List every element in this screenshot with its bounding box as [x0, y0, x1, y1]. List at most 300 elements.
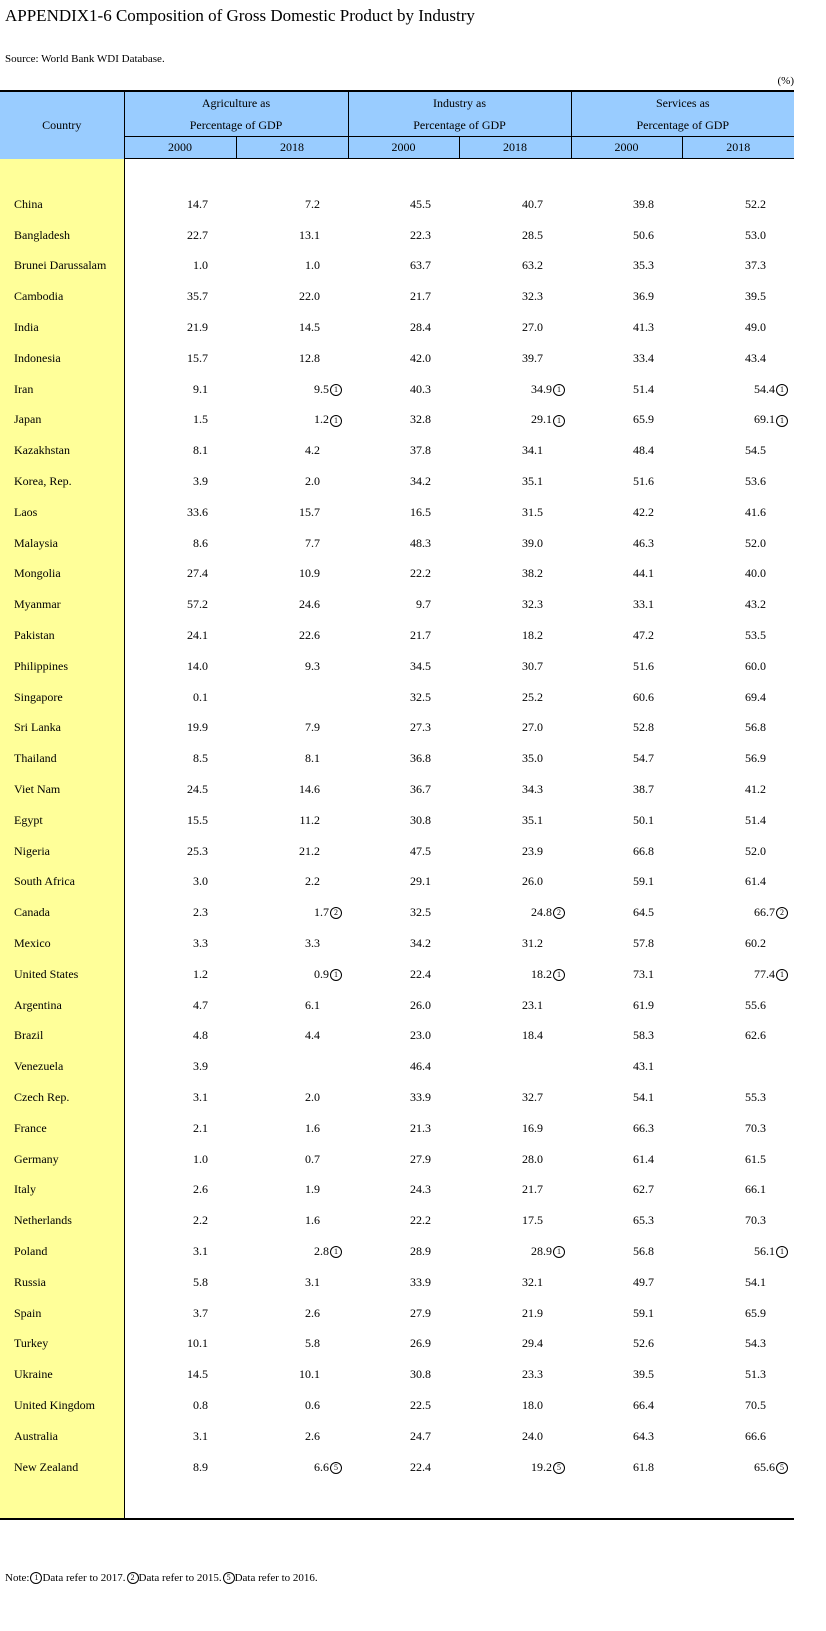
value-cell [236, 466, 348, 497]
value-text: 66.1 [745, 1182, 767, 1197]
value-cell [682, 682, 794, 713]
value-cell [459, 1452, 571, 1483]
note-mark-icon: 1 [553, 415, 565, 427]
value-cell [682, 1421, 794, 1452]
value-cell [236, 1359, 348, 1390]
country-cell: Venezuela [0, 1051, 124, 1082]
table-row [0, 1236, 794, 1267]
value-text: 3.3 [305, 936, 321, 951]
value-text: 57.8 [633, 936, 655, 951]
value-text: 15.5 [187, 812, 208, 827]
table-row [0, 959, 794, 990]
value-cell [459, 805, 571, 836]
value-text: 24.5 [187, 782, 208, 797]
value-cell [124, 1328, 236, 1359]
industry-group-header [348, 91, 571, 137]
value-text: 50.1 [633, 812, 655, 827]
value-cell [571, 1051, 682, 1082]
value-text: 46.3 [633, 535, 655, 550]
value-cell [124, 220, 236, 251]
spacer-cell [459, 159, 571, 190]
value-text: 35.0 [522, 751, 544, 766]
value-cell [348, 559, 459, 590]
value-cell [348, 1144, 459, 1175]
value-cell [124, 1298, 236, 1329]
value-text: 39.0 [522, 535, 544, 550]
value-cell [348, 928, 459, 959]
value-cell [236, 1421, 348, 1452]
value-text: 63.7 [410, 258, 432, 273]
value-text: 51.4 [745, 812, 767, 827]
table-row [0, 1021, 794, 1052]
value-text: 10.1 [187, 1336, 208, 1351]
value-cell [236, 1175, 348, 1206]
note-mark-icon: 1 [330, 384, 342, 396]
value-text: 2.1 [193, 1120, 208, 1135]
value-cell [124, 867, 236, 898]
value-cell [459, 1144, 571, 1175]
value-cell [348, 281, 459, 312]
value-cell [348, 189, 459, 220]
value-text: 34.5 [410, 658, 432, 673]
value-cell [682, 220, 794, 251]
value-text: 34.2 [410, 936, 432, 951]
value-cell [571, 1328, 682, 1359]
value-text: 59.1 [633, 1305, 655, 1320]
value-cell [459, 559, 571, 590]
value-cell [571, 682, 682, 713]
value-cell [459, 251, 571, 282]
value-cell [236, 1236, 348, 1267]
country-cell: Pakistan [0, 620, 124, 651]
spacer-cell [348, 159, 459, 190]
group-header-line2: Percentage of GDP [413, 118, 506, 132]
value-cell [682, 251, 794, 282]
value-cell [124, 1082, 236, 1113]
value-cell [124, 805, 236, 836]
value-text: 27.9 [410, 1305, 432, 1320]
value-cell [236, 713, 348, 744]
value-text: 2.6 [193, 1182, 208, 1197]
value-cell [236, 651, 348, 682]
value-cell [682, 1175, 794, 1206]
country-cell: Nigeria [0, 836, 124, 867]
value-cell [571, 589, 682, 620]
value-cell [459, 1421, 571, 1452]
value-cell [348, 990, 459, 1021]
country-cell: Spain [0, 1298, 124, 1329]
value-text: 39.7 [522, 350, 544, 365]
spacer-cell [124, 1482, 236, 1519]
value-cell [124, 1051, 236, 1082]
value-cell [236, 1328, 348, 1359]
table-row [0, 743, 794, 774]
country-cell: Japan [0, 405, 124, 436]
country-cell: Czech Rep. [0, 1082, 124, 1113]
value-cell [571, 743, 682, 774]
value-cell [348, 1205, 459, 1236]
value-text: 32.1 [522, 1274, 544, 1289]
value-cell [459, 589, 571, 620]
value-text: 4.8 [193, 1028, 208, 1043]
value-cell [236, 251, 348, 282]
value-text: 53.5 [745, 628, 767, 643]
value-cell [236, 589, 348, 620]
value-text: 15.7 [299, 504, 321, 519]
value-text: 12.8 [299, 350, 321, 365]
table-row [0, 1113, 794, 1144]
value-text: 2.2 [193, 1213, 208, 1228]
value-text: 1.6 [305, 1213, 321, 1228]
country-cell: Thailand [0, 743, 124, 774]
value-cell [348, 220, 459, 251]
value-text: 29.4 [522, 1336, 544, 1351]
value-text: 4.7 [193, 997, 208, 1012]
value-text: 2.8 [314, 1243, 330, 1258]
group-header-line1: Agriculture as [201, 96, 271, 110]
value-cell [236, 1205, 348, 1236]
value-cell [459, 713, 571, 744]
country-cell: Laos [0, 497, 124, 528]
value-cell [459, 312, 571, 343]
value-text: 56.1 [754, 1243, 776, 1258]
value-text: 8.9 [193, 1459, 208, 1474]
value-cell [236, 1021, 348, 1052]
note-mark-icon: 2 [330, 907, 342, 919]
value-cell [682, 836, 794, 867]
value-text: 27.3 [410, 720, 432, 735]
value-text: 61.9 [633, 997, 655, 1012]
value-cell [236, 559, 348, 590]
value-text: 9.7 [416, 597, 432, 612]
value-cell [459, 774, 571, 805]
value-cell [124, 990, 236, 1021]
value-cell [124, 651, 236, 682]
value-cell [571, 1421, 682, 1452]
note-mark-icon: 2 [127, 1572, 139, 1584]
value-text: 39.5 [633, 1367, 655, 1382]
value-cell [682, 743, 794, 774]
value-cell [124, 774, 236, 805]
value-text: 52.0 [745, 843, 767, 858]
value-cell [571, 959, 682, 990]
spacer-row [0, 1482, 794, 1519]
year-header: 2018 [459, 137, 571, 159]
value-text: 33.6 [187, 504, 208, 519]
value-cell [236, 928, 348, 959]
table-row [0, 620, 794, 651]
value-text: 18.2 [531, 966, 553, 981]
value-cell [124, 1452, 236, 1483]
value-text: 61.4 [633, 1151, 655, 1166]
value-text: 41.2 [745, 782, 767, 797]
value-cell [236, 528, 348, 559]
value-cell [571, 867, 682, 898]
value-text: 73.1 [633, 966, 655, 981]
value-cell [124, 559, 236, 590]
value-text: 66.3 [633, 1120, 655, 1135]
value-cell [459, 1359, 571, 1390]
value-cell [348, 528, 459, 559]
value-cell [571, 713, 682, 744]
value-text: 54.1 [745, 1274, 767, 1289]
value-text: 31.2 [522, 936, 544, 951]
table-row [0, 1421, 794, 1452]
value-text: 1.7 [314, 905, 330, 920]
value-text: 23.0 [410, 1028, 432, 1043]
value-text: 27.4 [187, 566, 208, 581]
country-cell: United Kingdom [0, 1390, 124, 1421]
value-text: 21.3 [410, 1120, 432, 1135]
table-row [0, 1144, 794, 1175]
table-row [0, 1175, 794, 1206]
value-text: 41.3 [633, 320, 655, 335]
country-cell: Australia [0, 1421, 124, 1452]
table-row [0, 1267, 794, 1298]
value-cell [571, 836, 682, 867]
value-cell [348, 651, 459, 682]
value-cell [236, 1390, 348, 1421]
value-text: 16.5 [410, 504, 432, 519]
value-cell [571, 774, 682, 805]
value-cell [571, 528, 682, 559]
value-text: 22.4 [410, 966, 432, 981]
spacer-cell [0, 1482, 124, 1519]
value-cell [124, 1390, 236, 1421]
note-mark-icon: 1 [776, 1246, 788, 1258]
value-text: 40.3 [410, 381, 432, 396]
table-row [0, 405, 794, 436]
value-text: 27.9 [410, 1151, 432, 1166]
value-cell [236, 312, 348, 343]
value-cell [236, 990, 348, 1021]
value-cell [124, 743, 236, 774]
footnote-text: Data refer to 2016. [234, 1572, 318, 1584]
note-mark-icon: 5 [776, 1462, 788, 1474]
value-text: 56.8 [633, 1243, 655, 1258]
country-cell: Kazakhstan [0, 435, 124, 466]
value-text: 19.2 [531, 1459, 553, 1474]
table-row [0, 682, 794, 713]
value-cell [236, 435, 348, 466]
value-cell [571, 897, 682, 928]
value-cell [124, 1267, 236, 1298]
value-cell [124, 713, 236, 744]
table-row [0, 220, 794, 251]
value-text: 3.1 [193, 1428, 208, 1443]
value-cell [124, 251, 236, 282]
value-cell [236, 867, 348, 898]
value-cell [682, 959, 794, 990]
value-text: 33.9 [410, 1090, 432, 1104]
value-text: 34.3 [522, 782, 544, 797]
value-cell [571, 251, 682, 282]
value-cell [124, 343, 236, 374]
value-text: 41.6 [745, 504, 767, 519]
note-mark-icon: 1 [553, 384, 565, 396]
note-mark-icon: 1 [553, 1246, 565, 1258]
value-text: 29.1 [410, 874, 432, 889]
value-cell [682, 1298, 794, 1329]
value-text: 39.8 [633, 196, 655, 211]
value-cell [459, 1236, 571, 1267]
value-text: 32.8 [410, 412, 432, 427]
table-row [0, 312, 794, 343]
country-cell: South Africa [0, 867, 124, 898]
value-text: 21.2 [299, 843, 321, 858]
value-text: 54.5 [745, 443, 767, 458]
value-cell [348, 1082, 459, 1113]
value-text: 1.0 [193, 258, 208, 273]
value-cell [459, 1267, 571, 1298]
value-text: 7.7 [305, 535, 321, 550]
value-cell [459, 836, 571, 867]
value-cell [682, 1082, 794, 1113]
value-cell [124, 1021, 236, 1052]
value-cell [348, 713, 459, 744]
value-text: 45.5 [410, 196, 432, 211]
value-cell [571, 559, 682, 590]
value-cell [571, 1082, 682, 1113]
value-text: 54.3 [745, 1336, 767, 1351]
value-text: 21.7 [410, 628, 432, 643]
value-cell [459, 1082, 571, 1113]
value-cell [236, 1144, 348, 1175]
value-text: 14.5 [187, 1367, 208, 1382]
value-text: 23.9 [522, 843, 544, 858]
value-text: 47.5 [410, 843, 432, 858]
value-text: 33.4 [633, 350, 655, 365]
value-text: 2.2 [305, 874, 321, 889]
value-text: 8.1 [305, 751, 321, 766]
country-cell: Sri Lanka [0, 713, 124, 744]
value-text: 40.0 [745, 566, 767, 581]
value-text: 9.3 [305, 658, 321, 673]
value-cell [682, 1113, 794, 1144]
value-text: 62.7 [633, 1182, 655, 1197]
value-text: 62.6 [745, 1028, 767, 1043]
note-mark-icon: 1 [30, 1572, 42, 1584]
value-cell [236, 682, 348, 713]
value-cell [236, 374, 348, 405]
value-cell [348, 682, 459, 713]
value-text: 32.3 [522, 289, 544, 304]
value-text: 61.8 [633, 1459, 655, 1474]
table-row [0, 1328, 794, 1359]
table-row [0, 836, 794, 867]
value-cell [459, 405, 571, 436]
note-mark-icon: 1 [330, 969, 342, 981]
value-text: 0.9 [314, 966, 330, 981]
value-cell [571, 1390, 682, 1421]
value-text: 5.8 [193, 1274, 208, 1289]
country-cell: Philippines [0, 651, 124, 682]
country-cell: France [0, 1113, 124, 1144]
value-cell [348, 836, 459, 867]
value-text: 52.2 [745, 196, 767, 211]
spacer-cell [682, 159, 794, 190]
value-cell [459, 959, 571, 990]
value-text: 6.6 [314, 1459, 330, 1474]
table-row [0, 990, 794, 1021]
spacer-cell [0, 159, 124, 190]
value-text: 2.3 [193, 905, 208, 920]
value-cell [682, 1236, 794, 1267]
value-cell [348, 1021, 459, 1052]
value-text: 8.1 [193, 443, 208, 458]
value-cell [236, 743, 348, 774]
value-text: 27.0 [522, 320, 544, 335]
group-header-line2: Percentage of GDP [636, 118, 730, 132]
value-text: 16.9 [522, 1120, 544, 1135]
group-header-line2: Percentage of GDP [189, 118, 283, 132]
value-cell [124, 528, 236, 559]
country-cell: China [0, 189, 124, 220]
value-text: 15.7 [187, 350, 208, 365]
value-cell [571, 189, 682, 220]
value-cell [571, 651, 682, 682]
value-text: 9.5 [314, 381, 330, 396]
value-text: 28.9 [531, 1243, 553, 1258]
value-text: 10.9 [299, 566, 321, 581]
value-text: 48.4 [633, 443, 655, 458]
value-text: 17.5 [522, 1213, 544, 1228]
country-cell: Viet Nam [0, 774, 124, 805]
value-text: 30.8 [410, 1367, 432, 1382]
country-cell: Mongolia [0, 559, 124, 590]
value-text: 22.5 [410, 1397, 432, 1412]
value-text: 49.7 [633, 1274, 655, 1289]
value-text: 69.1 [754, 412, 776, 427]
country-cell: India [0, 312, 124, 343]
value-text: 21.9 [187, 320, 208, 335]
value-cell [236, 1082, 348, 1113]
value-cell [236, 497, 348, 528]
value-cell [348, 589, 459, 620]
value-text: 0.6 [305, 1397, 321, 1412]
value-text: 38.2 [522, 566, 544, 581]
value-cell [682, 466, 794, 497]
value-text: 23.3 [522, 1367, 544, 1382]
value-cell [124, 466, 236, 497]
value-cell [236, 1113, 348, 1144]
value-text: 21.7 [522, 1182, 544, 1197]
value-text: 46.4 [410, 1059, 432, 1074]
value-text: 49.0 [745, 320, 767, 335]
value-cell [236, 1452, 348, 1483]
country-cell: Turkey [0, 1328, 124, 1359]
value-text: 7.2 [305, 196, 321, 211]
table-row [0, 251, 794, 282]
value-cell [571, 1359, 682, 1390]
value-text: 37.3 [745, 258, 767, 273]
spacer-cell [124, 159, 236, 190]
value-cell [571, 220, 682, 251]
value-text: 35.3 [633, 258, 655, 273]
value-cell [124, 1205, 236, 1236]
value-cell [348, 1452, 459, 1483]
gdp-composition-table [0, 90, 794, 1520]
value-cell [682, 1267, 794, 1298]
value-text: 0.1 [193, 689, 208, 704]
value-text: 30.8 [410, 812, 432, 827]
value-cell [459, 1051, 571, 1082]
value-cell [124, 1236, 236, 1267]
value-cell [348, 620, 459, 651]
value-cell [459, 867, 571, 898]
value-cell [682, 374, 794, 405]
value-text: 22.0 [299, 289, 321, 304]
